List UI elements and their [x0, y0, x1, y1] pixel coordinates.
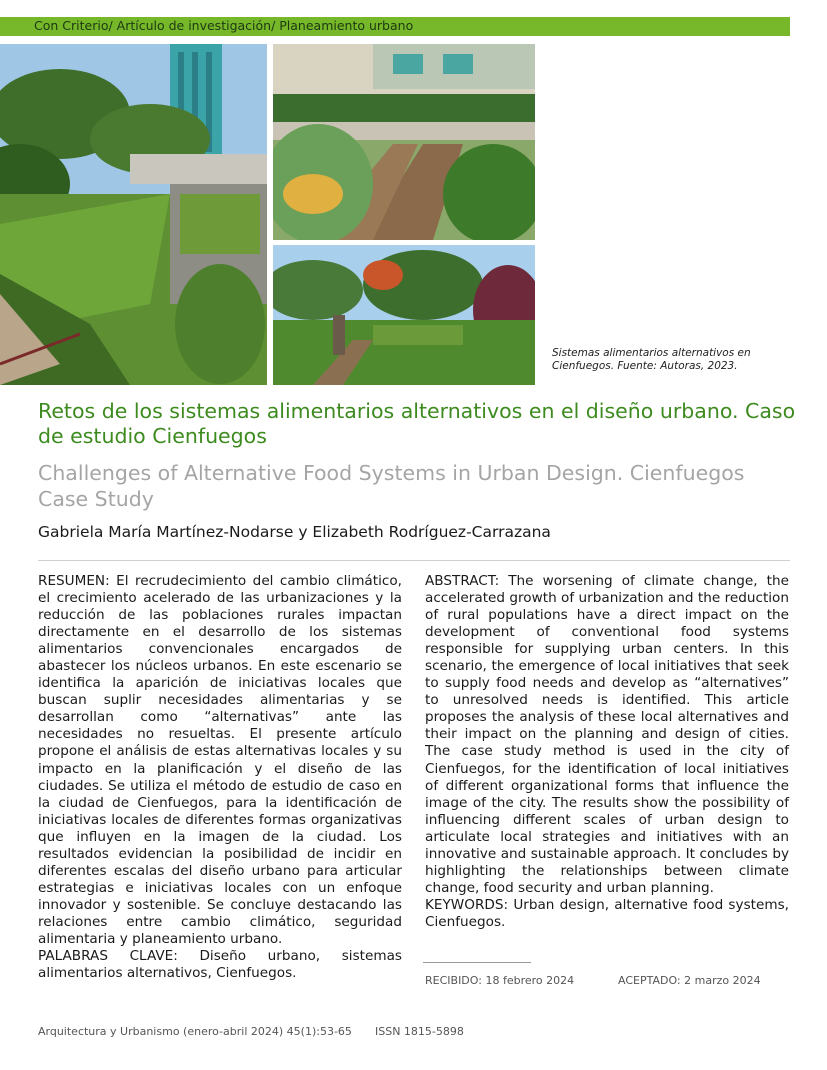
figure-caption: Sistemas alimentarios alternativos en Cienfuegos. Fuente: Autoras, 2023.: [552, 347, 751, 372]
article-title-en: Challenges of Alternative Food Systems in Urban Design. Cienfuegos Case Study: [38, 461, 745, 511]
photo-garden-trees: [273, 245, 535, 385]
keywords-paragraph: [425, 897, 789, 931]
breadcrumb: Con Criterio/ Artículo de investigación/ Planeamiento urbano: [34, 18, 414, 33]
abstract-label: ABSTRACT: [425, 573, 495, 589]
header-bar: [0, 17, 790, 36]
palabras-clave-paragraph: [38, 948, 402, 982]
keywords-text: : Urban design, alternative food systems, Cienfuegos.: [425, 896, 789, 930]
issn: ISSN 1815-5898: [375, 1025, 464, 1038]
resumen-text: : El recrudecimiento del cambio climático, el crecimiento acelerado de las urbanizaciones y la reducción de las poblaciones rurales impactan directamente en el desarrollo de los sistemas alimentarios convencionales encargados de abastecer los núcleos urbanos. En este escenario se identifica la aparición de iniciativas locales que buscan suplir necesidades alimentarias y se desarrollan como “alternativas” ante las necesidades no resueltas. El presente artículo propone el análisis de estas alternativas locales y su impacto en la planificación y el diseño de las ciudades. Se utiliza el método de estudio de caso en la ciudad de Cienfuegos, para la identificación de iniciativas locales de diferentes formas organizativas que influyen en la imagen de la ciudad. Los resultados evidencian la posibilidad de incidir en diferentes escalas del diseño urbano para articular estrategias e iniciativas locales con un enfoque innovador y sostenible. Se concluye destacando las relaciones entre cambio climático, seguridad alimentaria y planeamiento urbano.: [38, 573, 402, 947]
keywords-label: KEYWORDS: [425, 896, 504, 913]
abstract-column: [425, 573, 789, 931]
palabras-clave-label: PALABRAS CLAVE: [38, 948, 174, 965]
abstract-paragraph: [425, 573, 789, 897]
accepted-date: ACEPTADO: 2 marzo 2024: [618, 974, 761, 987]
received-date: RECIBIDO: 18 febrero 2024: [425, 974, 575, 987]
authors: Gabriela María Martínez-Nodarse y Elizabeth Rodríguez-Carrazana: [38, 523, 551, 541]
resumen-label: RESUMEN: [38, 573, 106, 589]
resumen-paragraph: [38, 573, 402, 948]
abstract-text: : The worsening of climate change, the accelerated growth of urbanization and the reduction of rural populations have a direct impact on the development of conventional food systems responsible for supplying urban centers. In this scenario, the emergence of local initiatives that seek to supply food needs and develop as “alternatives” to unresolved needs is identified. This article proposes the analysis of these local alternatives and their impact on the planning and design of cities. The case study method is used in the city of Cienfuegos, for the identification of local initiatives of different organizational forms that influence the image of the city. The results show the possibility of influencing different scales of urban design to articulate local strategies and initiatives with an innovative and sustainable approach. It concludes by highlighting the relationships between climate change, food security and urban planning.: [425, 573, 789, 896]
palabras-clave-text: : Diseño urbano, sistemas alimentarios alternativos, Cienfuegos.: [38, 948, 402, 982]
resumen-column: [38, 573, 402, 982]
photo-garden-left: [0, 44, 267, 385]
article-title-es: Retos de los sistemas alimentarios alternativos en el diseño urbano. Caso de estudio Cienfuegos: [38, 399, 796, 448]
journal-citation: Arquitectura y Urbanismo (enero-abril 2024) 45(1):53-65: [38, 1025, 352, 1038]
divider: [38, 560, 790, 561]
photo-garden-beds: [273, 44, 535, 240]
dates-divider: [423, 962, 531, 963]
